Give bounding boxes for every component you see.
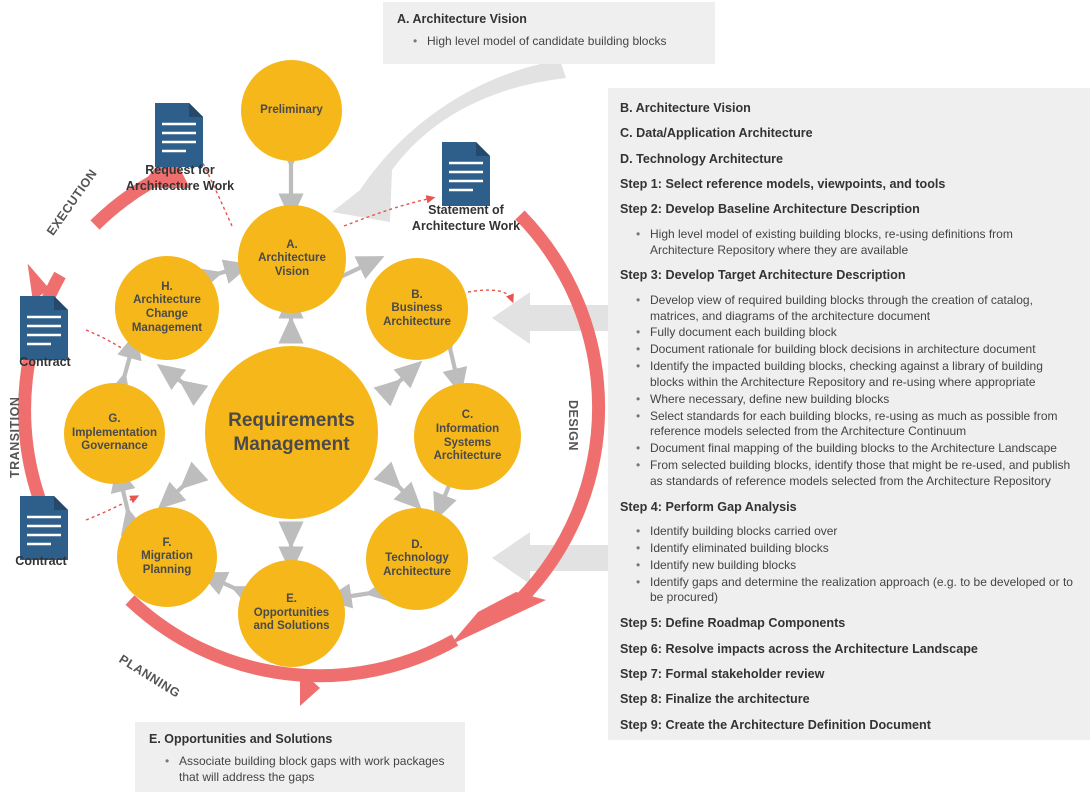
list-item: • Identify gaps and determine the realization approach (e.g. to be developed or to be procured) — [620, 575, 1074, 607]
doc-icon-contract-design — [20, 296, 68, 360]
steps-panel — [608, 88, 1090, 740]
outer-label-design: DESIGN — [566, 400, 580, 451]
panel-heading: Step 9: Create the Architecture Definition Document — [620, 717, 931, 732]
circle-phase-e-letter: E. — [286, 593, 297, 606]
circle-phase-e-label: Opportunities and Solutions — [253, 606, 330, 633]
circle-preliminary-label: Preliminary — [260, 103, 323, 116]
list-item: • Where necessary, define new building blocks — [620, 392, 1074, 408]
circle-phase-g-label: Implementation Governance — [72, 426, 157, 453]
panel-heading: Step 1: Select reference models, viewpoints, and tools — [620, 177, 946, 192]
panel-heading: Step 6: Resolve impacts across the Architecture Landscape — [620, 641, 978, 656]
requirements-management-line2: Management — [233, 433, 350, 455]
panel-list — [620, 227, 1074, 259]
list-item: • Document final mapping of the building blocks to the Architecture Landscape — [620, 441, 1074, 457]
circle-phase-f[interactable] — [117, 507, 217, 607]
callout-architecture-vision-list — [397, 33, 701, 49]
list-item: • Identify building blocks carried over — [620, 524, 1074, 540]
circle-phase-f-label: Migration Planning — [141, 550, 193, 576]
outer-label-transition: TRANSITION — [8, 396, 22, 478]
panel-heading: Step 3: Develop Target Architecture Description — [620, 268, 906, 283]
circle-phase-h-letter: H. — [161, 280, 173, 293]
callout-opportunities-and-solutions-title: E. Opportunities and Solutions — [149, 732, 333, 746]
circle-phase-e[interactable] — [238, 560, 345, 667]
panel-heading: Step 2: Develop Baseline Architecture Description — [620, 202, 920, 217]
list-item: • Select standards for each building blocks, re-using as much as possible from reference models selected from the Architecture Continuum — [620, 409, 1074, 441]
callout-architecture-vision-title: A. Architecture Vision — [397, 12, 527, 26]
circle-phase-f-letter: F. — [162, 536, 172, 549]
circle-phase-b[interactable] — [366, 258, 468, 360]
panel-heading: C. Data/Application Architecture — [620, 126, 813, 141]
doc-icon-contract-transition — [20, 496, 68, 560]
circle-preliminary[interactable] — [241, 60, 342, 161]
doc-icon-request-for-architecture-work — [155, 103, 203, 167]
circle-phase-g-letter: G. — [108, 413, 121, 426]
steps-panel-content — [620, 100, 1074, 733]
panel-heading: Step 7: Formal stakeholder review — [620, 666, 825, 681]
list-item: • Identify new building blocks — [620, 558, 1074, 574]
panel-heading: Step 5: Define Roadmap Components — [620, 616, 846, 631]
callout-opportunities-and-solutions — [135, 722, 465, 792]
circle-phase-a-label: Architecture Vision — [258, 252, 326, 278]
label-statement-of-architecture-work: Statement of Architecture Work — [411, 203, 521, 233]
circle-phase-h[interactable] — [115, 256, 219, 360]
panel-heading: Step 8: Finalize the architecture — [620, 692, 810, 707]
circle-phase-b-label: Business Architecture — [383, 302, 451, 328]
list-item: • Identify eliminated building blocks — [620, 541, 1074, 557]
panel-heading: Step 4: Perform Gap Analysis — [620, 499, 797, 514]
circle-phase-d-label: Technology Architecture — [383, 552, 451, 578]
circle-phase-a-letter: A. — [286, 238, 298, 251]
circle-phase-b-letter: B. — [411, 288, 423, 301]
panel-list — [620, 524, 1074, 606]
panel-heading: B. Architecture Vision — [620, 101, 751, 115]
requirements-management-line1: Requirements — [228, 409, 355, 431]
label-contract-transition: Contract — [15, 554, 67, 568]
callout-opportunities-and-solutions-list — [149, 753, 451, 785]
label-request-for-architecture-work: Request for Architecture Work — [125, 163, 235, 193]
doc-icon-statement-of-architecture-work — [442, 142, 490, 206]
circle-phase-h-label: Architecture Change Management — [131, 294, 203, 334]
circle-phase-c-label: Information Systems Architecture — [433, 422, 502, 463]
circle-phase-c[interactable] — [414, 383, 521, 490]
list-item: • Fully document each building block — [620, 325, 1074, 341]
circle-phase-c-letter: C. — [461, 409, 474, 422]
list-item: • Associate building block gaps with work packages that will address the gaps — [165, 753, 451, 785]
list-item: • Document rationale for building block decisions in architecture document — [620, 342, 1074, 358]
list-item: • Develop view of required building blocks through the creation of catalog, matrices, and diagrams of the architecture document — [620, 293, 1074, 325]
circle-phase-d-letter: D. — [411, 538, 423, 551]
list-item: • From selected building blocks, identify those that might be re-used, and publish as standards of reference models selected from the Architecture Repository — [620, 458, 1074, 490]
outer-label-planning: PLANNING — [116, 652, 183, 701]
list-item: • Identify the impacted building blocks, checking against a library of building blocks within the Architecture Repository and re-using where appropriate — [620, 359, 1074, 391]
list-item: • High level model of existing building blocks, re-using definitions from Architecture Repository where they are available — [620, 227, 1074, 259]
panel-list — [620, 293, 1074, 490]
outer-label-execution: EXECUTION — [44, 166, 100, 239]
list-item: • High level model of candidate building blocks — [413, 33, 701, 49]
circle-requirements-management[interactable] — [205, 346, 378, 519]
circle-phase-d[interactable] — [366, 508, 468, 610]
label-contract-design: Contract — [19, 355, 71, 369]
callout-architecture-vision — [383, 2, 715, 64]
panel-heading: D. Technology Architecture — [620, 151, 784, 166]
circle-phase-a[interactable] — [238, 205, 346, 313]
circle-phase-g[interactable] — [64, 383, 165, 484]
